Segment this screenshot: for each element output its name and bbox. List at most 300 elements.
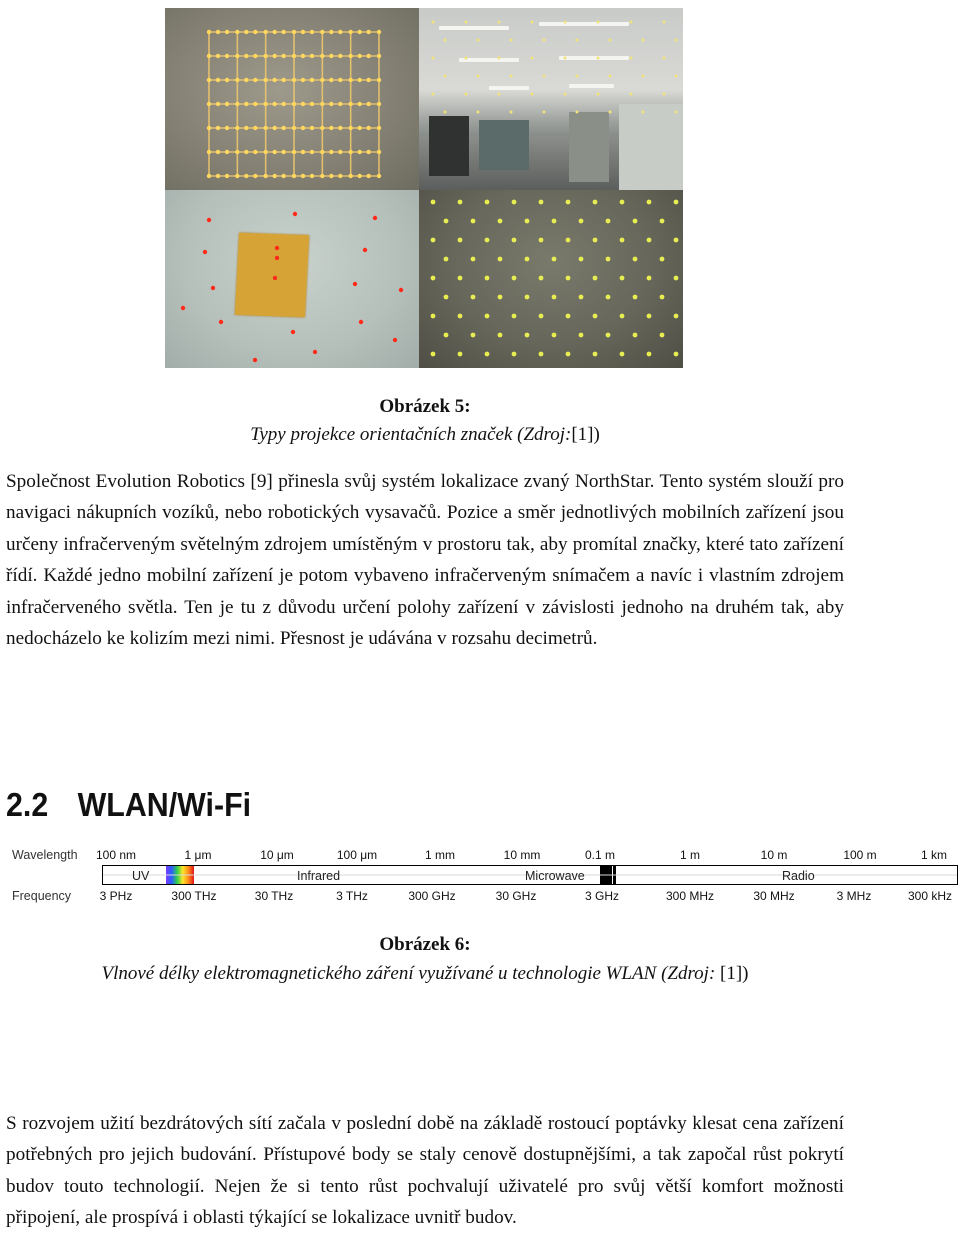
grid-dot xyxy=(272,150,276,154)
yellow-dot xyxy=(485,314,490,319)
yellow-dot xyxy=(606,333,611,338)
laser-dot xyxy=(253,358,257,362)
yellow-dot xyxy=(431,314,436,319)
wavelength-tick: 100 nm xyxy=(95,848,137,862)
yellow-dot xyxy=(512,314,517,319)
grid-dot xyxy=(348,54,352,58)
grid-dot xyxy=(235,174,239,178)
grid-dot xyxy=(377,54,381,58)
grid-dot xyxy=(235,54,239,58)
grid-dot xyxy=(348,78,352,82)
grid-dot xyxy=(310,54,314,58)
grid-dot xyxy=(310,126,314,130)
grid-dot xyxy=(244,102,248,106)
ceiling-dot xyxy=(444,75,447,78)
grid-dot xyxy=(301,30,305,34)
grid-dot xyxy=(348,174,352,178)
laser-dot xyxy=(359,320,363,324)
ceiling-dot xyxy=(465,57,468,60)
grid-dot xyxy=(244,54,248,58)
grid-dot xyxy=(281,150,285,154)
grid-dot xyxy=(253,150,257,154)
grid-dot xyxy=(320,150,324,154)
wavelength-tick: 100 m xyxy=(843,848,877,862)
yellow-dot xyxy=(660,295,665,300)
projected-grid-photo xyxy=(165,8,419,190)
yellow-dot xyxy=(444,295,449,300)
ceiling-dot xyxy=(642,75,645,78)
grid-dot xyxy=(244,30,248,34)
ceiling-dot xyxy=(675,39,678,42)
yellow-dot xyxy=(431,200,436,205)
grid-dot xyxy=(225,126,229,130)
grid-dot xyxy=(235,30,239,34)
grid-dot xyxy=(357,78,361,82)
yellow-dot xyxy=(620,352,625,357)
yellow-dot xyxy=(444,219,449,224)
grid-dot xyxy=(272,54,276,58)
figure-6-caption-reference: [1]) xyxy=(720,963,749,984)
yellow-dot xyxy=(552,257,557,262)
yellow-dot xyxy=(485,352,490,357)
ceiling-dot xyxy=(465,21,468,24)
yellow-dot xyxy=(620,238,625,243)
grid-dot xyxy=(253,174,257,178)
ceiling-dot xyxy=(630,93,633,96)
grid-dot xyxy=(310,102,314,106)
grid-dot xyxy=(329,102,333,106)
ceiling-dot xyxy=(498,21,501,24)
ceiling-dot xyxy=(477,75,480,78)
laser-dot xyxy=(291,330,295,334)
yellow-dot xyxy=(579,333,584,338)
grid-dot xyxy=(207,126,211,130)
ceiling-dot xyxy=(642,39,645,42)
grid-dot xyxy=(225,150,229,154)
ceiling-dot xyxy=(465,93,468,96)
laser-dot xyxy=(313,350,317,354)
grid-dot xyxy=(338,126,342,130)
paragraph-northstar: Společnost Evolution Robotics [9] přinesla svůj systém lokalizace zvaný NorthStar. Tento systém slouží pro navigaci nákupních vozíků, nebo robotických vysavačů. Pozice a směr jednotlivých mobilních zařízení jsou určeny infračerveným světelným zdrojem umístěným v prostoru tak, aby promítal značky, které tato zařízení řídí. Každé jedno mobilní zařízení je potom vybaveno infračerveným snímačem a navíc i vlastním zdrojem infračerveného světla. Ten je tu z důvodu určení polohy zařízení v závislosti jednoho na druhém tak, aby nedocházelo ke kolizím mezi nimi. Přesnost je udávána v rozsahu decimetrů. xyxy=(6,471,844,650)
yellow-dot xyxy=(552,333,557,338)
ceiling-dot xyxy=(576,39,579,42)
yellow-dot xyxy=(620,314,625,319)
yellow-dot xyxy=(593,200,598,205)
yellow-dot xyxy=(539,352,544,357)
grid-dot xyxy=(366,150,370,154)
grid-dot xyxy=(377,126,381,130)
grid-dot xyxy=(272,30,276,34)
grid-dot xyxy=(366,54,370,58)
grid-dot xyxy=(338,78,342,82)
grid-dot xyxy=(263,150,267,154)
laser-dot-pattern xyxy=(165,190,419,368)
yellow-dot xyxy=(539,238,544,243)
ceiling-dot xyxy=(564,57,567,60)
grid-dot xyxy=(310,174,314,178)
grid-dot xyxy=(244,150,248,154)
grid-dot xyxy=(207,30,211,34)
grid-dot xyxy=(281,78,285,82)
yellow-dot xyxy=(674,314,679,319)
grid-dot xyxy=(301,54,305,58)
frequency-tick: 300 kHz xyxy=(907,889,953,903)
yellow-dot xyxy=(431,276,436,281)
grid-dot xyxy=(377,78,381,82)
ceiling-dot xyxy=(576,75,579,78)
ceiling-dot xyxy=(663,21,666,24)
yellow-dot xyxy=(566,238,571,243)
yellow-dot xyxy=(552,219,557,224)
grid-dot xyxy=(357,174,361,178)
grid-dot xyxy=(320,30,324,34)
grid-dot xyxy=(216,174,220,178)
grid-dot xyxy=(292,150,296,154)
ceiling-dot xyxy=(675,75,678,78)
laser-dot xyxy=(293,212,297,216)
grid-dot xyxy=(310,150,314,154)
grid-dot xyxy=(338,102,342,106)
grid-dot xyxy=(216,30,220,34)
yellow-dot xyxy=(444,333,449,338)
yellow-dot xyxy=(471,333,476,338)
yellow-dot xyxy=(674,276,679,281)
grid-dot xyxy=(357,126,361,130)
yellow-dot xyxy=(633,333,638,338)
grid-dot xyxy=(225,174,229,178)
yellow-dot xyxy=(471,219,476,224)
grid-dot xyxy=(292,54,296,58)
ceiling-dot xyxy=(564,93,567,96)
grid-dot xyxy=(329,126,333,130)
grid-dot xyxy=(281,174,285,178)
grid-dot xyxy=(281,102,285,106)
grid-dot xyxy=(377,102,381,106)
frequency-label: Frequency xyxy=(12,889,72,903)
grid-dot xyxy=(320,102,324,106)
laser-dot xyxy=(181,306,185,310)
ceiling-dot xyxy=(510,39,513,42)
yellow-dot-pattern xyxy=(419,190,683,368)
section-heading xyxy=(6,780,251,830)
grid-dot xyxy=(263,78,267,82)
grid-dot xyxy=(244,78,248,82)
section-title: WLAN/Wi-Fi xyxy=(77,786,252,823)
grid-dot xyxy=(263,174,267,178)
grid-dot xyxy=(329,150,333,154)
grid-dot xyxy=(366,126,370,130)
yellow-dot xyxy=(512,238,517,243)
figure-6-caption xyxy=(0,963,850,985)
grid-dot xyxy=(320,126,324,130)
ceiling-dot xyxy=(477,111,480,114)
yellow-dot xyxy=(660,257,665,262)
yellow-dot xyxy=(512,276,517,281)
grid-dot xyxy=(216,126,220,130)
grid-dot xyxy=(253,30,257,34)
yellow-dot xyxy=(633,295,638,300)
figure-5-caption-title: Obrázek 5: xyxy=(379,396,471,417)
grid-dot xyxy=(348,30,352,34)
grid-dot xyxy=(207,54,211,58)
yellow-dot xyxy=(566,352,571,357)
yellow-dot xyxy=(525,257,530,262)
ceiling-dot xyxy=(675,111,678,114)
wavelength-tick: 0.1 m xyxy=(584,848,616,862)
figure-5-image xyxy=(165,8,683,368)
band-uv: UV xyxy=(132,869,150,883)
grid-dot xyxy=(272,78,276,82)
figure-5-caption xyxy=(0,424,850,446)
grid-dot xyxy=(320,78,324,82)
grid-dot xyxy=(292,102,296,106)
grid-dot xyxy=(292,30,296,34)
yellow-dot xyxy=(620,276,625,281)
ceiling-dot xyxy=(444,39,447,42)
yellow-dot xyxy=(458,276,463,281)
office-ceiling-photo xyxy=(419,8,683,190)
grid-dot xyxy=(281,30,285,34)
grid-dot xyxy=(357,150,361,154)
yellow-dot xyxy=(647,238,652,243)
figure-5-caption-reference: [1]) xyxy=(571,424,600,445)
ceiling-dot xyxy=(531,21,534,24)
ceiling-dot xyxy=(510,111,513,114)
yellow-dot xyxy=(485,238,490,243)
grid-dot xyxy=(272,126,276,130)
ceiling-dot xyxy=(597,93,600,96)
yellow-dot xyxy=(647,276,652,281)
grid-dot xyxy=(292,174,296,178)
grid-dot xyxy=(320,174,324,178)
ceiling-dot xyxy=(477,39,480,42)
yellow-dot xyxy=(485,200,490,205)
laser-dot xyxy=(273,276,277,280)
yellow-dot xyxy=(431,352,436,357)
laser-dot xyxy=(353,282,357,286)
grid-dot xyxy=(263,30,267,34)
laser-dot xyxy=(203,250,207,254)
wavelength-tick: 100 μm xyxy=(336,848,378,862)
yellow-dot xyxy=(593,238,598,243)
yellow-dot xyxy=(458,314,463,319)
grid-dot xyxy=(235,102,239,106)
yellow-dot xyxy=(458,352,463,357)
yellow-dot xyxy=(512,200,517,205)
band-infrared: Infrared xyxy=(297,869,341,883)
yellow-dots-photo xyxy=(419,190,683,368)
yellow-dot xyxy=(498,333,503,338)
yellow-dot xyxy=(620,200,625,205)
ceiling-dot xyxy=(498,93,501,96)
ceiling-dot xyxy=(609,111,612,114)
wavelength-tick: 10 m xyxy=(760,848,788,862)
grid-dot xyxy=(301,126,305,130)
yellow-dot xyxy=(458,200,463,205)
frequency-tick: 30 MHz xyxy=(753,889,795,903)
grid-dot xyxy=(329,78,333,82)
grid-dot xyxy=(216,78,220,82)
grid-dot xyxy=(225,30,229,34)
grid-dot xyxy=(225,102,229,106)
grid-dot xyxy=(235,78,239,82)
ceiling-dot xyxy=(531,57,534,60)
section-number: 2.2 xyxy=(6,786,49,823)
ceiling-dot xyxy=(576,111,579,114)
ceiling-dot xyxy=(432,57,435,60)
yellow-dot xyxy=(539,200,544,205)
band-microwave: Microwave xyxy=(525,869,585,883)
yellow-dot xyxy=(633,219,638,224)
grid-dot xyxy=(225,54,229,58)
grid-dot xyxy=(301,78,305,82)
grid-dot xyxy=(357,54,361,58)
yellow-dot xyxy=(471,257,476,262)
grid-dot xyxy=(253,78,257,82)
yellow-dot xyxy=(606,219,611,224)
grid-dot xyxy=(338,174,342,178)
em-spectrum-figure xyxy=(12,844,958,908)
yellow-dot xyxy=(660,219,665,224)
yellow-dot xyxy=(552,295,557,300)
frequency-tick: 3 GHz xyxy=(584,889,620,903)
yellow-dot xyxy=(660,333,665,338)
grid-dot xyxy=(310,78,314,82)
ceiling-dot xyxy=(564,21,567,24)
grid-dot xyxy=(377,150,381,154)
ceiling-dot xyxy=(498,57,501,60)
yellow-dot xyxy=(525,295,530,300)
projected-grid-pattern xyxy=(165,8,419,190)
wavelength-label: Wavelength xyxy=(12,848,78,862)
yellow-dot xyxy=(674,238,679,243)
grid-dot xyxy=(244,174,248,178)
yellow-dot xyxy=(566,314,571,319)
laser-dot xyxy=(207,218,211,222)
grid-dot xyxy=(329,174,333,178)
yellow-dot xyxy=(485,276,490,281)
frequency-tick: 3 THz xyxy=(336,889,368,903)
yellow-dot xyxy=(606,295,611,300)
grid-dot xyxy=(281,54,285,58)
grid-dot xyxy=(338,30,342,34)
grid-dot xyxy=(310,30,314,34)
yellow-dot xyxy=(633,257,638,262)
grid-dot xyxy=(216,102,220,106)
yellow-dot xyxy=(471,295,476,300)
grid-dot xyxy=(357,30,361,34)
yellow-dot xyxy=(606,257,611,262)
laser-dot xyxy=(393,338,397,342)
grid-dot xyxy=(366,30,370,34)
grid-dot xyxy=(348,102,352,106)
ceiling-dot xyxy=(642,111,645,114)
frequency-tick: 300 GHz xyxy=(408,889,456,903)
yellow-dot xyxy=(566,200,571,205)
grid-dot xyxy=(216,54,220,58)
ceiling-dot xyxy=(432,93,435,96)
grid-dot xyxy=(207,174,211,178)
grid-dot xyxy=(253,126,257,130)
frequency-tick: 300 MHz xyxy=(665,889,715,903)
grid-dot xyxy=(244,126,248,130)
grid-dot xyxy=(292,126,296,130)
yellow-dot xyxy=(498,295,503,300)
yellow-dot xyxy=(593,314,598,319)
ceiling-dot xyxy=(510,75,513,78)
grid-dot xyxy=(366,174,370,178)
grid-dot xyxy=(263,126,267,130)
wavelength-tick: 1 m xyxy=(679,848,701,862)
ceiling-dot xyxy=(663,57,666,60)
grid-dot xyxy=(357,102,361,106)
wavelength-tick: 1 km xyxy=(920,848,948,862)
wavelength-tick: 1 μm xyxy=(184,848,212,862)
grid-dot xyxy=(225,78,229,82)
ceiling-dot xyxy=(609,39,612,42)
frequency-tick: 3 MHz xyxy=(836,889,872,903)
laser-dot xyxy=(373,216,377,220)
ceiling-dot xyxy=(609,75,612,78)
grid-dot xyxy=(235,126,239,130)
ceiling-dot xyxy=(543,111,546,114)
yellow-dot xyxy=(444,257,449,262)
yellow-dot xyxy=(674,200,679,205)
figure-6-caption-text: Vlnové délky elektromagnetického záření využívané u technologie WLAN (Zdroj: xyxy=(101,963,721,984)
grid-dot xyxy=(263,54,267,58)
grid-dot xyxy=(338,150,342,154)
grid-dot xyxy=(301,174,305,178)
grid-dot xyxy=(301,102,305,106)
yellow-dot xyxy=(647,314,652,319)
laser-dot xyxy=(363,248,367,252)
frequency-tick: 30 GHz xyxy=(495,889,537,903)
ceiling-dot xyxy=(630,21,633,24)
grid-dot xyxy=(292,78,296,82)
yellow-dot xyxy=(579,295,584,300)
yellow-dot xyxy=(498,219,503,224)
frequency-tick: 3 PHz xyxy=(99,889,133,903)
wavelength-tick: 10 μm xyxy=(260,848,294,862)
grid-dot xyxy=(338,54,342,58)
grid-dot xyxy=(253,54,257,58)
grid-dot xyxy=(281,126,285,130)
band-radio: Radio xyxy=(782,869,815,883)
laser-dot xyxy=(219,320,223,324)
paragraph-wlan: S rozvojem užití bezdrátových sítí začala v poslední době na základě rostoucí poptávky klesat cena zařízení potřebných pro jejich budování. Přístupové body se staly cenově dostupnějšími, a tak započal růst pokrytí budov touto technologií. Nejen že si tento růst pochvalují uživatelé pro svůj větší komfort možnosti připojení, ale prospívá i oblasti týkající se lokalizace uvnitř budov. xyxy=(6,1113,844,1229)
laser-dot xyxy=(399,288,403,292)
yellow-dot xyxy=(525,219,530,224)
figure-6-caption-title: Obrázek 6: xyxy=(379,934,471,955)
yellow-dot xyxy=(525,333,530,338)
yellow-dot xyxy=(512,352,517,357)
ceiling-dot xyxy=(630,57,633,60)
yellow-dot xyxy=(539,276,544,281)
ceiling-dot-pattern xyxy=(419,8,683,190)
grid-dot xyxy=(207,78,211,82)
ceiling-dot xyxy=(663,93,666,96)
yellow-dot xyxy=(647,200,652,205)
grid-dot xyxy=(320,54,324,58)
frequency-tick: 300 THz xyxy=(171,889,217,903)
ceiling-dot xyxy=(444,111,447,114)
yellow-dot xyxy=(579,257,584,262)
laser-dot xyxy=(275,246,279,250)
grid-dot xyxy=(348,126,352,130)
yellow-dot xyxy=(539,314,544,319)
grid-dot xyxy=(235,150,239,154)
wavelength-tick: 1 mm xyxy=(425,848,455,862)
